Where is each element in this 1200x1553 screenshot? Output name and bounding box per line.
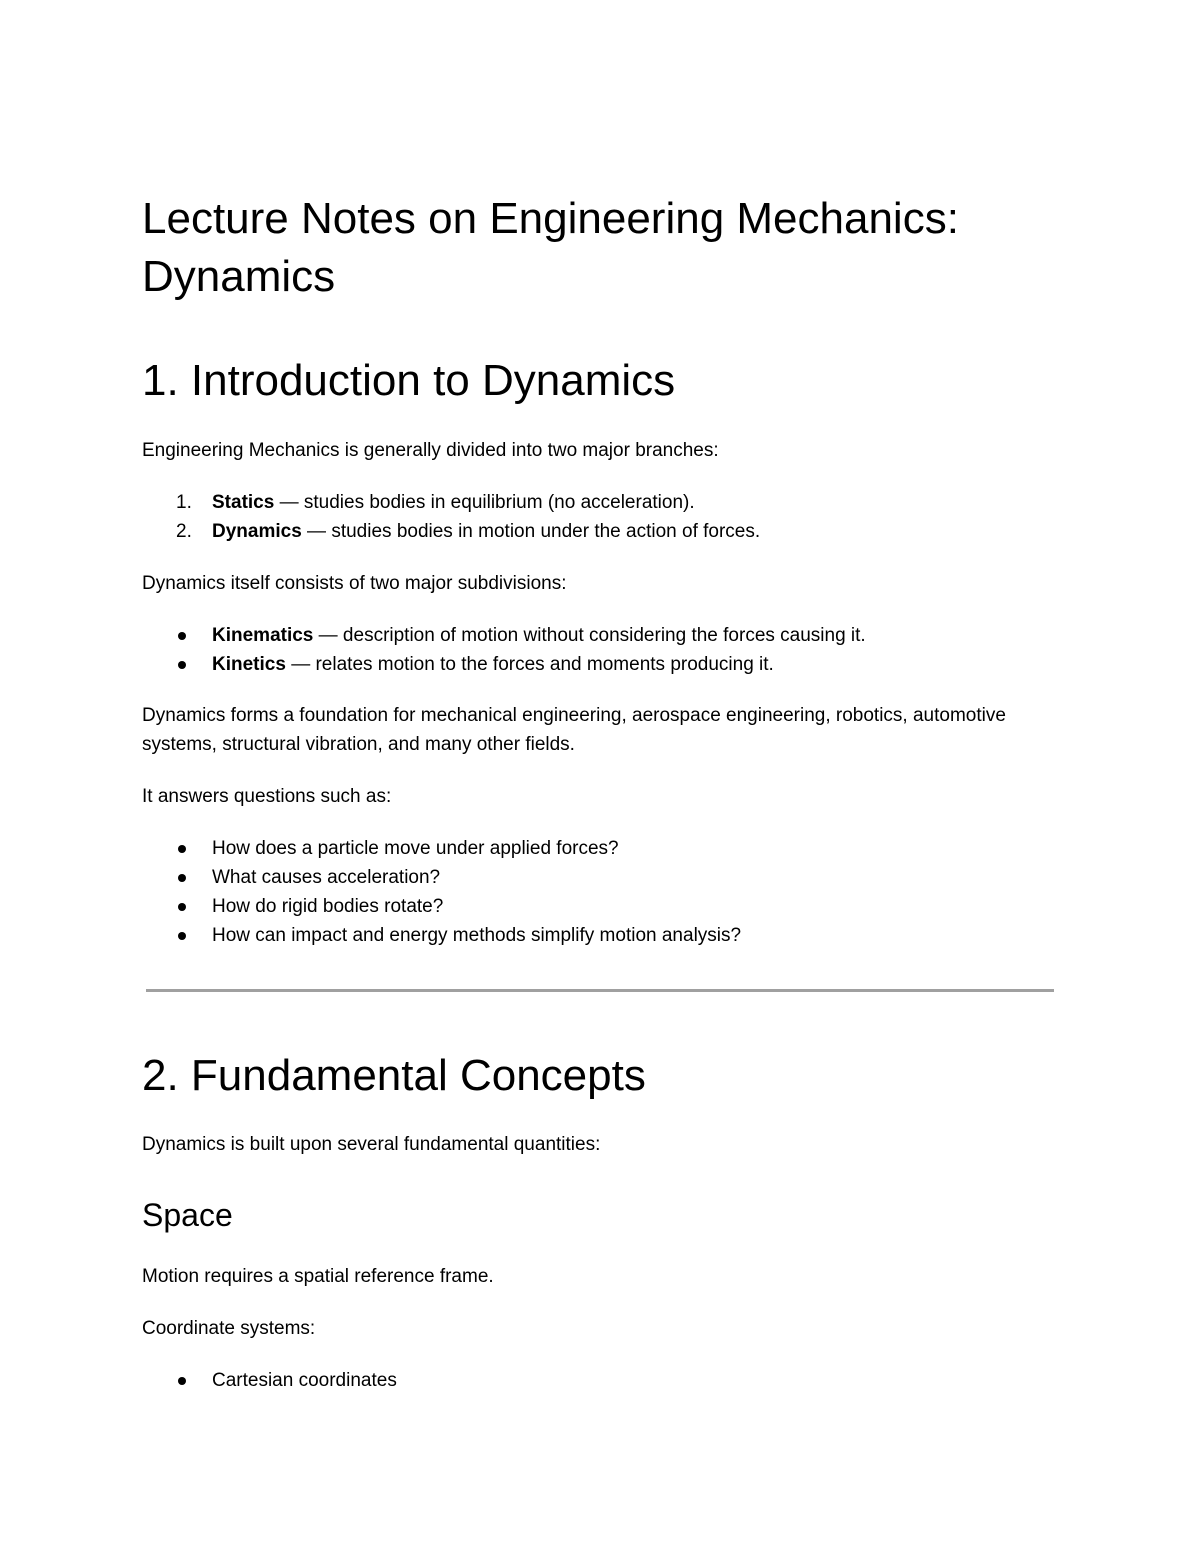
bullet-icon	[178, 1377, 186, 1385]
bullet-icon	[178, 845, 186, 853]
bullet-icon	[178, 661, 186, 669]
branches-list	[142, 488, 760, 546]
bullet-icon	[178, 632, 186, 640]
coordinate-systems-intro: Coordinate systems:	[142, 1318, 316, 1339]
subdivisions-intro: Dynamics itself consists of two major subdivisions:	[142, 573, 567, 594]
section-2-heading: 2. Fundamental Concepts	[142, 1051, 646, 1100]
bullet-icon	[178, 903, 186, 911]
term-description: — relates motion to the forces and moments producing it.	[285, 654, 774, 675]
section-1-heading: 1. Introduction to Dynamics	[142, 356, 676, 405]
subsection-space-heading: Space	[142, 1197, 233, 1233]
section-1-intro: Engineering Mechanics is generally divided into two major branches:	[142, 440, 719, 461]
list-item	[142, 650, 866, 679]
question-text: How do rigid bodies rotate?	[212, 896, 444, 917]
list-item	[142, 621, 866, 650]
coordinate-system-text: Cartesian coordinates	[212, 1370, 397, 1391]
term-statics: Statics	[212, 492, 275, 513]
term-description: — studies bodies in motion under the action of forces.	[301, 521, 761, 542]
space-paragraph: Motion requires a spatial reference frame.	[142, 1266, 494, 1287]
horizontal-divider	[146, 989, 1054, 992]
term-description: — studies bodies in equilibrium (no acceleration).	[274, 492, 695, 513]
question-text: What causes acceleration?	[212, 867, 441, 888]
list-item	[142, 488, 760, 517]
term-kinematics: Kinematics	[212, 625, 314, 646]
term-description: — description of motion without considering the forces causing it.	[313, 625, 866, 646]
question-text: How can impact and energy methods simplify motion analysis?	[212, 925, 742, 946]
list-item	[142, 517, 760, 546]
list-number: 1.	[176, 492, 192, 513]
list-item	[142, 892, 741, 921]
bullet-icon	[178, 874, 186, 882]
term-dynamics: Dynamics	[212, 521, 302, 542]
document-title: Lecture Notes on Engineering Mechanics: Dynamics	[142, 194, 959, 301]
questions-list	[142, 834, 741, 950]
list-item	[142, 1366, 397, 1395]
list-item	[142, 921, 741, 950]
foundation-paragraph: Dynamics forms a foundation for mechanical engineering, aerospace engineering, robotics, automotive systems, structural vibration, and many other fields.	[142, 705, 1006, 755]
subdivisions-list	[142, 621, 866, 679]
list-item	[142, 863, 741, 892]
question-text: How does a particle move under applied forces?	[212, 838, 619, 859]
coordinate-systems-list	[142, 1366, 397, 1395]
list-item	[142, 834, 741, 863]
questions-intro: It answers questions such as:	[142, 786, 392, 807]
bullet-icon	[178, 932, 186, 940]
list-number: 2.	[176, 521, 192, 542]
term-kinetics: Kinetics	[212, 654, 286, 675]
section-2-intro: Dynamics is built upon several fundamental quantities:	[142, 1134, 601, 1155]
